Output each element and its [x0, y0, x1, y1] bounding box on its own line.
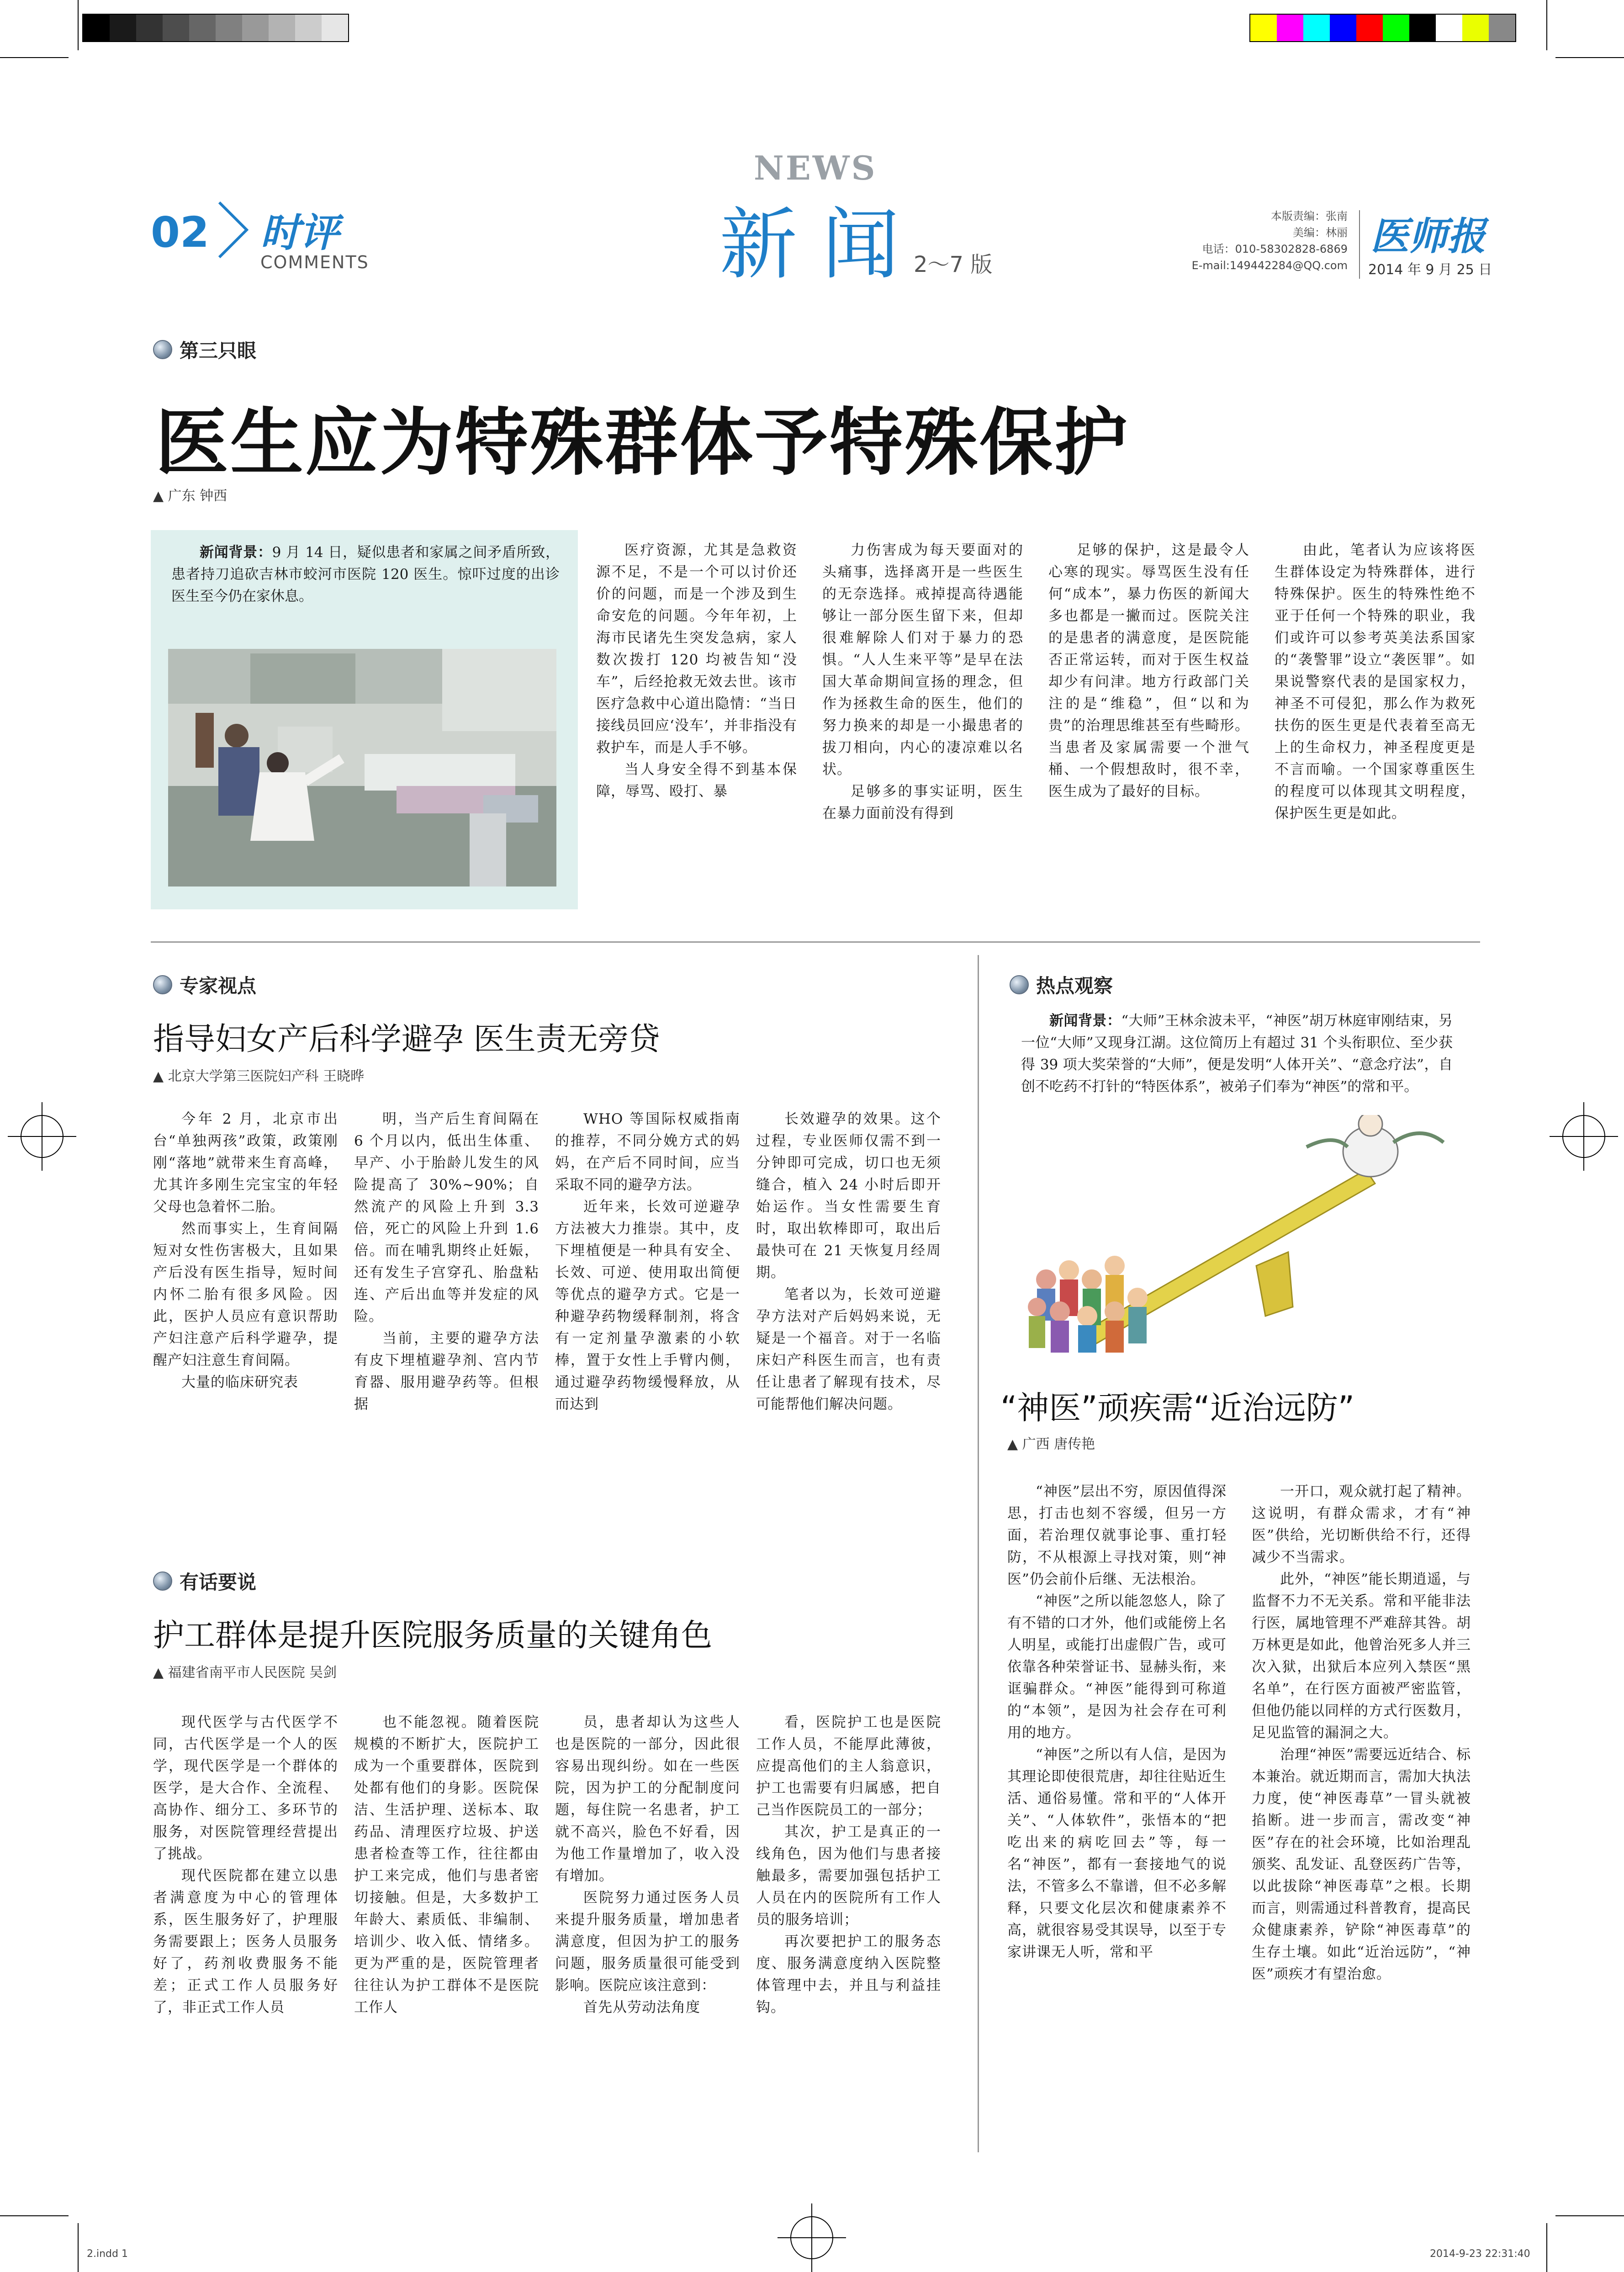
paragraph: 医院努力通过医务人员来提升服务质量，增加患者满意度，但因为护工的服务问题，服务质量很可能受到影响。医院应该注意到： [555, 1890, 740, 1994]
paragraph: 笔者以为，长效可逆避孕方法对产后妈妈来说，无疑是一个福音。对于一名临床妇产科医生而言，也有责任让患者了解现有技术，尽可能帮他们解决问题。 [756, 1286, 941, 1412]
swatch [1436, 15, 1462, 41]
expert-col-3 [555, 1108, 740, 1415]
crop-mark [1546, 2223, 1547, 2272]
paragraph: 治理“神医”需要远近结合、标本兼治。就近期而言，需加大执法力度，使“神医毒草”一冒头就被掐断。进一步而言，需改变“神医”存在的社会环境，比如治理乱颁奖、乱发证、乱登医药广告等，以此拔除“神医毒草”之根。长期而言，则需通过科普教育，提高民众健康素养，铲除“神医毒草”的生存土壤。如此“近治远防”，“神医”顽疾才有望治愈。 [1252, 1746, 1471, 1982]
news-title: 新 闻 [719, 200, 900, 290]
swatch [1356, 15, 1383, 41]
paragraph: WHO 等国际权威指南的推荐，不同分娩方式的妈妈，在产后不同时间，应当采取不同的避孕方法。 [555, 1111, 740, 1193]
hot-background-label: 新闻背景： [1049, 1013, 1121, 1029]
swatch [295, 15, 322, 41]
swatch [1330, 15, 1356, 41]
hot-col-2 [1252, 1481, 1471, 1985]
swatch [163, 15, 189, 41]
crop-mark [78, 2223, 79, 2272]
paragraph: 也不能忽视。随着医院规模的不断扩大，医院护工成为一个重要群体，医院到处都有他们的身影。医院保洁、生活护理、送标本、取药品、清理医疗垃圾、护送患者检查等工作，往往都由护工来完成，他们与患者密切接触。但是，大多数护工年龄大、素质低、非编制、培训少、收入低、情绪多。更为严重的是，医院管理者往往认为护工群体不是医院工作人 [354, 1714, 539, 2016]
paragraph: 足够多的事实证明，医生在暴力面前没有得到 [822, 783, 1023, 822]
registration-mark [1562, 1115, 1605, 1158]
paragraph: 当前，主要的避孕方法有皮下埋植避孕剂、宫内节育器、服用避孕药等。但根据 [354, 1330, 539, 1412]
expert-byline [153, 1065, 364, 1085]
section-title: 时评 [260, 210, 339, 256]
hot-col-1 [1007, 1481, 1227, 1963]
expert-column-text: 专家视点 [180, 975, 257, 997]
masthead-divider [1359, 210, 1360, 279]
hot-background-text [1021, 1010, 1453, 1098]
nurse-column-text: 有话要说 [180, 1571, 257, 1593]
swatch [269, 15, 295, 41]
chevron-right-icon [215, 200, 251, 260]
issue-date: 2014 年 9 月 25 日 [1368, 262, 1492, 278]
swatch [322, 15, 348, 41]
paragraph: “神医”之所以能忽悠人，除了有不错的口才外，他们或能傍上名人明星，或能打出虚假广告，或可依靠各种荣誉证书、显赫头衔，来诓骗群众。“神医”能得到可称道的“本领”，是因为社会存在可利用的地方。 [1007, 1593, 1227, 1741]
nurse-col-4 [756, 1711, 941, 2018]
background-label: 新闻背景： [200, 544, 272, 561]
footer-timestamp: 2014-9-23 22:31:40 [1430, 2248, 1530, 2260]
swatch [1277, 15, 1303, 41]
lead-col-2 [822, 539, 1023, 824]
swatch [1303, 15, 1330, 41]
grayscale-bar [82, 14, 349, 42]
crop-mark [1546, 0, 1547, 50]
page-number: 02 [151, 208, 210, 257]
paragraph: 首先从劳动法角度 [583, 1999, 700, 2016]
background-body: 9 月 14 日，疑似患者和家属之间矛盾所致，患者持刀追砍吉林市蛟河市医院 120 医生。惊吓过度的出诊医生至今仍在家休息。 [171, 544, 560, 605]
swatch [110, 15, 136, 41]
lead-byline: ▲ 广东 钟西 [153, 488, 227, 504]
paragraph: 然而事实上，生育间隔短对女性伤害极大，且如果产后没有医生指导，短时间内怀二胎有很多风险。因此，医护人员应有意识帮助产妇注意产后科学避孕，提醒产妇注意生育间隔。 [153, 1221, 338, 1369]
paragraph: 力伤害成为每天要面对的头痛事，选择离开是一些医生的无奈选择。戒掉提高待遇能够让一部分医生留下来，但却很难解除人们对于暴力的恐惧。“人人生来平等”是早在法国大革命期间宣扬的理念，但作为拯救生命的医生，他们的努力换来的却是一小撮患者的拔刀相向，内心的凄凉难以名状。 [822, 542, 1023, 778]
expert-byline-org: ▲ 北京大学第三医院妇产科 [153, 1068, 319, 1084]
nurse-col-1 [153, 1711, 338, 2018]
editor-info [1179, 208, 1348, 274]
expert-headline: 指导妇女产后科学避孕 医生责无旁贷 [153, 1021, 660, 1057]
swatch [1383, 15, 1409, 41]
lead-headline: 医生应为特殊群体予特殊保护 [155, 399, 1130, 485]
crop-mark [0, 57, 69, 58]
phone: 电话：010-58302828-6869 [1202, 243, 1348, 255]
paragraph: 足够的保护，这是最令人心寒的现实。辱骂医生没有任何“成本”，暴力伤医的新闻大多也都是一撇而过。医院关注的是患者的满意度，是医院能否正常运转，而对于医生权益却少有问津。地方行政部门关注的是“维稳”，但“以和为贵”的治理思维甚至有些畸形。当患者及家属需要一个泄气桶、一个假想敌时，很不幸，医生成为了最好的目标。 [1048, 542, 1249, 800]
hot-background-body: “大师”王林余波未平，“神医”胡万林庭审刚结束，另一位“大师”又现身江湖。这位简历上有超过 31 个头衔职位、至少获得 39 项大奖荣誉的“大师”，便是发明“人体开关”、“意念疗法”，自创不吃药不打针的“特医体系”，被弟子们奉为“神医”的常和平。 [1021, 1013, 1453, 1095]
news-english: NEWS [754, 149, 877, 187]
paragraph: 近年来，长效可逆避孕方法被大力推崇。其中，皮下埋植便是一种具有安全、长效、可逆、使用取出简便等优点的避孕方式。它是一种避孕药物缓释制剂，将含有一定剂量孕激素的小软棒，置于女性上手臂内侧，通过避孕药物缓慢释放，从而达到 [555, 1199, 740, 1412]
paragraph: 看，医院护工也是医院工作人员，不能厚此薄彼，应提高他们的主人翁意识，护工也需要有归属感，把自己当作医院员工的一部分； [756, 1714, 941, 1818]
swatch [136, 15, 163, 41]
nurse-byline-org: ▲ 福建省南平市人民医院 [153, 1665, 305, 1681]
swatch [1250, 15, 1277, 41]
nurse-byline [153, 1661, 337, 1681]
expert-col-4 [756, 1108, 941, 1415]
bullet-icon [153, 340, 172, 359]
expert-column-label [153, 971, 256, 998]
seesaw-cartoon [1019, 1115, 1480, 1371]
lead-col-4 [1275, 539, 1476, 824]
crop-mark [1555, 57, 1624, 58]
color-bar [1249, 14, 1516, 42]
paragraph: 现代医院都在建立以患者满意度为中心的管理体系，医生服务好了，护理服务需要跟上；医务人员服务好了，药剂收费服务不能差；正式工作人员服务好了，非正式工作人员 [153, 1868, 338, 2016]
lead-background-text [171, 541, 560, 607]
footer-file: 2.indd 1 [87, 2248, 128, 2260]
nurse-headline: 护工群体是提升医院服务质量的关键角色 [153, 1618, 713, 1654]
nurse-byline-name: 吴剑 [309, 1665, 337, 1681]
swatch [216, 15, 242, 41]
hot-column-label [1010, 971, 1113, 998]
lead-column-text: 第三只眼 [180, 340, 257, 362]
swatch [83, 15, 110, 41]
paragraph: 大量的临床研究表 [181, 1374, 298, 1391]
paragraph: 其次，护工是真正的一线角色，因为他们与患者接触最多，需要加强包括护工人员在内的医院所有工作人员的服务培训； [756, 1824, 941, 1928]
lead-col-1 [596, 539, 797, 802]
nurse-column-label [153, 1567, 256, 1595]
hot-headline: “神医”顽疾需“近治远防” [1000, 1389, 1355, 1427]
swatch [242, 15, 269, 41]
horizontal-rule [151, 941, 1480, 943]
crop-mark [0, 2215, 69, 2216]
pages-range: 2～7 版 [914, 252, 993, 277]
bullet-icon [153, 1571, 172, 1591]
paragraph: 员，患者却认为这些人也是医院的一部分，因此很容易出现纠纷。如在一些医院，因为护工的分配制度问题，每住院一名患者，护工就不高兴，脸色不好看，因为他工作量增加了，收入没有增加。 [555, 1714, 740, 1884]
swatch [1489, 15, 1515, 41]
hot-column-text: 热点观察 [1036, 975, 1113, 997]
paragraph: “神医”之所以有人信，是因为其理论即使很荒唐，却往往贴近生活、通俗易懂。常和平的“人体开关”、“人体软件”，张悟本的“把吃出来的病吃回去”等，每一名“神医”，都有一套接地气的说法，不管多么不靠谱，但不必多解释，只要文化层次和健康素养不高，就很容易受其误导，以至于专家讲课无人听，常和平 [1007, 1746, 1227, 1960]
registration-mark [21, 1115, 63, 1158]
expert-col-1 [153, 1108, 338, 1393]
bullet-icon [153, 975, 172, 994]
lead-col-3 [1048, 539, 1249, 802]
paragraph: 此外，“神医”能长期逍遥，与监督不力不无关系。常和平能非法行医，属地管理不严难辞其咎。胡万林更是如此，他曾治死多人并三次入狱，出狱后本应列入禁医“黑名单”，在行医方面被严密监管，但他仍能以同样的方式行医数月，足见监管的漏洞之大。 [1252, 1571, 1471, 1741]
swatch [1462, 15, 1489, 41]
paragraph: “神医”层出不穷，原因值得深思，打击也刻不容缓，但另一方面，若治理仅就事论事、重打轻防，不从根源上寻找对策，则“神医”仍会前仆后继、无法根治。 [1007, 1483, 1227, 1587]
paragraph: 医疗资源，尤其是急救资源不足，不是一个可以讨价还价的问题，而是一个涉及到生命安危的问题。今年年初，上海市民诸先生突发急病，家人数次拨打 120 均被告知“没车”，后经抢救无效去世。该市医疗急救中心道出隐情：“当日接线员回应‘没车’，并非指没有救护车，而是人手不够。 [596, 542, 797, 756]
hot-byline: ▲ 广西 唐传艳 [1007, 1436, 1095, 1452]
expert-byline-name: 王晓晔 [323, 1068, 365, 1084]
paragraph: 今年 2 月，北京市出台“单独两孩”政策，政策刚刚“落地”就带来生育高峰，尤其许多刚生完宝宝的年轻父母也急着怀二胎。 [153, 1111, 338, 1215]
expert-col-2 [354, 1108, 539, 1415]
paragraph: 当人身安全得不到基本保障，辱骂、殴打、暴 [596, 761, 797, 800]
hospital-attack-photo [168, 649, 556, 887]
section-subtitle: COMMENTS [260, 252, 369, 272]
swatch [1409, 15, 1436, 41]
paragraph: 一开口，观众就打起了精神。这说明，有群众需求，才有“神医”供给，光切断供给不行，还得减少不当需求。 [1252, 1483, 1471, 1566]
paragraph: 长效避孕的效果。这个过程，专业医师仅需不到一分钟即可完成，切口也无须缝合，植入 24 小时后即开始运作。当女性需要生育时，取出软棒即可，取出后最快可在 21 天恢复月经周期。 [756, 1111, 941, 1281]
paper-logo: 医师报 [1370, 213, 1486, 259]
designer: 美编：林丽 [1293, 226, 1348, 239]
crop-mark [78, 0, 79, 50]
crop-mark [1555, 2215, 1624, 2216]
nurse-col-2 [354, 1711, 539, 2018]
vertical-rule [978, 955, 979, 2152]
nurse-col-3 [555, 1711, 740, 2018]
editor: 本版责编：张南 [1271, 210, 1348, 223]
paragraph: 现代医学与古代医学不同，古代医学是一个人的医学，现代医学是一个群体的医学，是大合作、全流程、高协作、细分工、多环节的服务，对医院管理经营提出了挑战。 [153, 1714, 338, 1862]
swatch [189, 15, 216, 41]
paragraph: 明，当产后生育间隔在 6 个月以内，低出生体重、早产、小于胎龄儿发生的风险提高了 30%~90%；自然流产的风险上升到 3.3 倍，死亡的风险上升到 1.6 倍。而在哺乳期终止妊娠，还有发生子宫穿孔、胎盘粘连、产后出血等并发症的风险。 [354, 1111, 539, 1325]
paragraph: 再次要把护工的服务态度、服务满意度纳入医院整体管理中去，并且与利益挂钩。 [756, 1933, 941, 2016]
registration-mark [790, 2216, 833, 2259]
bullet-icon [1010, 975, 1029, 994]
paragraph: 由此，笔者认为应该将医生群体设定为特殊群体，进行特殊保护。医生的特殊性绝不亚于任何一个特殊的职业，我们或许可以参考英美法系国家的“袭警罪”设立“袭医罪”。如果说警察代表的是国家权力，神圣不可侵犯，那么作为救死扶伤的医生更是代表着至高无上的生命权力，神圣程度更是不言而喻。一个国家尊重医生的程度可以体现其文明程度，保护医生更是如此。 [1275, 542, 1476, 822]
lead-column-label [153, 336, 256, 363]
email: E-mail:149442284@QQ.com [1191, 259, 1348, 272]
